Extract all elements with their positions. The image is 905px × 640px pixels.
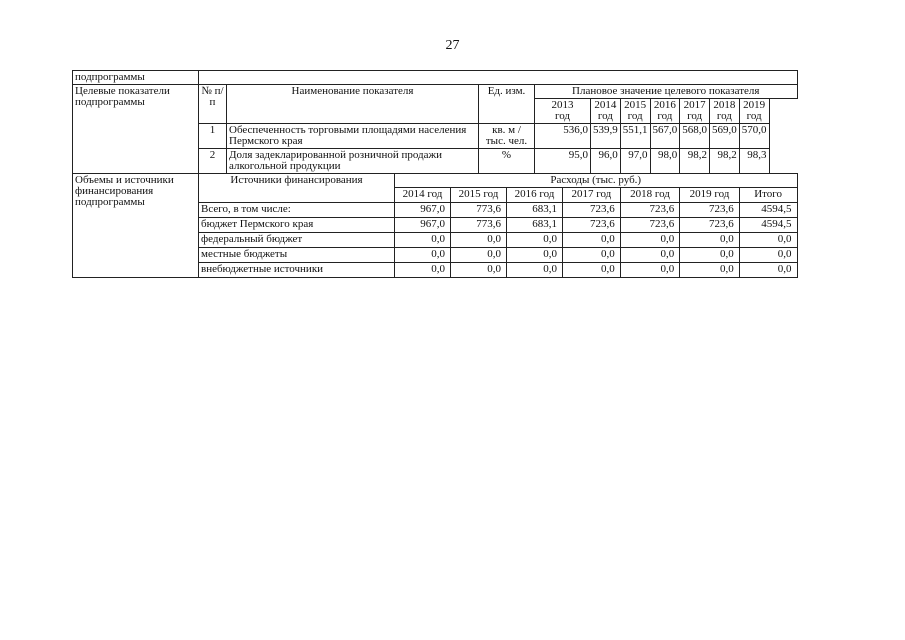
target-year-2015: 2015 год: [620, 99, 650, 124]
financing-year: 2017 год: [563, 188, 621, 203]
financing-value: 0,0: [739, 263, 797, 278]
financing-source-name: местные бюджеты: [199, 248, 395, 263]
financing-value: 723,6: [680, 218, 740, 233]
financing-value: 4594,5: [739, 218, 797, 233]
financing-value: 0,0: [507, 248, 563, 263]
financing-value: 0,0: [451, 233, 507, 248]
financing-expenses-header: Расходы (тыс. руб.): [395, 174, 798, 188]
financing-year: 2016 год: [507, 188, 563, 203]
program-passport-table: [72, 70, 798, 278]
financing-value: 0,0: [395, 248, 451, 263]
financing-year: 2014 год: [395, 188, 451, 203]
financing-source-name: внебюджетные источники: [199, 263, 395, 278]
subprogram-label: подпрограммы: [73, 71, 199, 85]
target-value: 539,9: [591, 124, 621, 149]
targets-header-row: [73, 85, 798, 99]
targets-num-header: № п/п: [199, 85, 227, 124]
target-year-2019: 2019 год: [739, 99, 769, 124]
financing-header-row: [73, 174, 798, 188]
financing-value: 0,0: [563, 263, 621, 278]
financing-year: 2018 год: [620, 188, 680, 203]
financing-value: 0,0: [395, 233, 451, 248]
financing-value: 0,0: [739, 248, 797, 263]
financing-value: 723,6: [620, 203, 680, 218]
target-value: 96,0: [591, 149, 621, 174]
financing-value: 0,0: [563, 248, 621, 263]
financing-source-name: Всего, в том числе:: [199, 203, 395, 218]
financing-value: 0,0: [680, 233, 740, 248]
financing-value: 0,0: [451, 263, 507, 278]
target-value: 551,1: [620, 124, 650, 149]
financing-value: 0,0: [739, 233, 797, 248]
financing-value: 723,6: [563, 203, 621, 218]
target-value: 570,0: [739, 124, 769, 149]
target-value: 536,0: [535, 124, 591, 149]
financing-value: 0,0: [620, 233, 680, 248]
target-year-2016: 2016 год: [650, 99, 680, 124]
target-value: 569,0: [710, 124, 740, 149]
financing-value: 683,1: [507, 218, 563, 233]
financing-value: 723,6: [563, 218, 621, 233]
target-year-2013: 2013 год: [535, 99, 591, 124]
target-year-2017: 2017 год: [680, 99, 710, 124]
financing-label: Объемы и источники финансирования подпрограммы: [73, 174, 199, 278]
target-unit: %: [479, 149, 535, 174]
financing-year: 2019 год: [680, 188, 740, 203]
financing-sources-header: Источники финансирования: [199, 174, 395, 203]
targets-label: Целевые показатели подпрограммы: [73, 85, 199, 174]
financing-value: 0,0: [680, 263, 740, 278]
financing-value: 0,0: [563, 233, 621, 248]
financing-value: 967,0: [395, 203, 451, 218]
target-value: 567,0: [650, 124, 680, 149]
target-value: 98,2: [710, 149, 740, 174]
target-year-2014: 2014 год: [591, 99, 621, 124]
target-num: 1: [199, 124, 227, 149]
targets-plan-header: Плановое значение целевого показателя: [535, 85, 798, 99]
financing-value: 0,0: [620, 263, 680, 278]
financing-value: 967,0: [395, 218, 451, 233]
financing-value: 723,6: [680, 203, 740, 218]
financing-source-name: бюджет Пермского края: [199, 218, 395, 233]
financing-value: 0,0: [680, 248, 740, 263]
financing-value: 0,0: [507, 233, 563, 248]
financing-value: 723,6: [620, 218, 680, 233]
financing-value: 4594,5: [739, 203, 797, 218]
target-value: 568,0: [680, 124, 710, 149]
financing-value: 683,1: [507, 203, 563, 218]
target-value: 98,2: [680, 149, 710, 174]
financing-value: 773,6: [451, 218, 507, 233]
subprogram-row: [73, 71, 798, 85]
financing-value: 0,0: [507, 263, 563, 278]
financing-source-name: федеральный бюджет: [199, 233, 395, 248]
target-num: 2: [199, 149, 227, 174]
financing-value: 773,6: [451, 203, 507, 218]
target-value: 97,0: [620, 149, 650, 174]
target-value: 98,3: [739, 149, 769, 174]
target-unit: кв. м / тыс. чел.: [479, 124, 535, 149]
targets-name-header: Наименование показателя: [227, 85, 479, 124]
financing-value: 0,0: [395, 263, 451, 278]
financing-value: 0,0: [620, 248, 680, 263]
subprogram-value: [199, 71, 798, 85]
target-value: 98,0: [650, 149, 680, 174]
financing-year: Итого: [739, 188, 797, 203]
target-year-2018: 2018 год: [710, 99, 740, 124]
target-name: Доля задекларированной розничной продажи алкогольной продукции: [227, 149, 479, 174]
page-number: 27: [445, 38, 460, 53]
financing-value: 0,0: [451, 248, 507, 263]
target-value: 95,0: [535, 149, 591, 174]
target-name: Обеспеченность торговыми площадями населения Пермского края: [227, 124, 479, 149]
targets-unit-header: Ед. изм.: [479, 85, 535, 124]
financing-year: 2015 год: [451, 188, 507, 203]
